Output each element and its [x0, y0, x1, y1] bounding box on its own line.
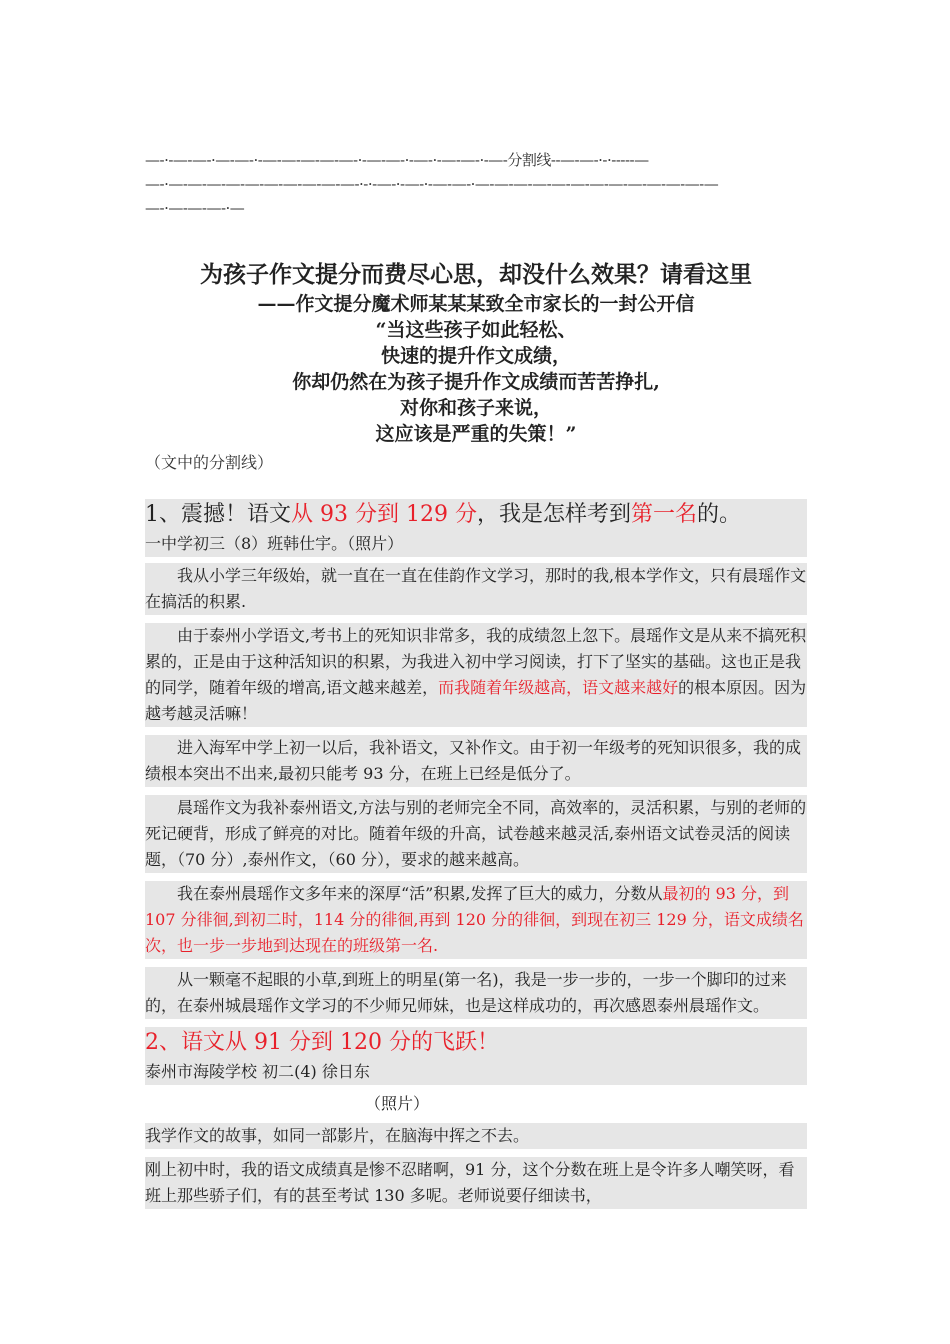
section1-heading-rank: 第一名: [630, 502, 697, 527]
divider-line: [145, 148, 807, 220]
section1-paragraph-4: 晨瑶作文为我补泰州语文,方法与别的老师完全不同，高效率的，灵活积累，与别的老师的死记硬背，形成了鲜亮的对比。随着年级的升高，试卷越来越灵活,泰州语文试卷灵活的阅读题，（70 分）,泰州作文，（60 分），要求的越来越高。: [145, 795, 807, 873]
subtitle: ——作文提分魔术师某某某致全市家长的一封公开信: [257, 293, 695, 315]
section1-p5-highlight: 最初的 93 分，到 107 分徘徊,到初二时，114 分的徘徊,再到 120 分的徘徊，到现在初三 129 分，语文成绩名次，也一步一步地到达现在的班级第一名.: [145, 884, 804, 955]
divider-line-3: —-·—-—-—-·—: [145, 199, 245, 217]
section2-heading: 2、语文从 91 分到 120 分的飞跃！: [145, 1027, 807, 1059]
section1-heading-score: 从 93 分到 129 分: [291, 502, 477, 527]
section1-p2-end: 的根本原因。因为越考越灵活嘛！: [145, 678, 807, 723]
section1-p5-text: 我在泰州晨瑶作文多年来的深厚“活”积累,发挥了巨大的威力，分数从: [177, 884, 663, 903]
section1-p2-text: 由于泰州小学语文,考书上的死知识非常多，我的成绩忽上忽下。晨瑶作文是从来不搞死积累的，正是由于这种活知识的积累，为我进入初中学习阅读，打下了坚实的基础。这也正是我的同学，随着年级的增高,语文越来越差，: [145, 626, 807, 697]
divider-note: （文中的分割线）: [145, 453, 274, 472]
document-page: [145, 148, 807, 1217]
quote-line-4: 对你和孩子来说，: [399, 397, 552, 419]
section1-heading-part-c: ，我是怎样考到: [476, 502, 631, 527]
quote-line-1: “当这些孩子如此轻松、: [375, 319, 577, 341]
quote-line-5: 这应该是严重的失策！”: [375, 423, 577, 445]
section2-paragraph-1: 我学作文的故事，如同一部影片，在脑海中挥之不去。: [145, 1123, 807, 1149]
section1-heading: [145, 499, 807, 531]
section1-paragraph-1: 我从小学三年级始，就一直在一直在佳韵作文学习，那时的我,根本学作文，只有晨瑶作文在搞活的积累.: [145, 563, 807, 615]
section2-paragraph-2: 刚上初中时，我的语文成绩真是惨不忍睹啊，91 分，这个分数在班上是令许多人嘲笑呀，看班上那些骄子们，有的甚至考试 130 多呢。老师说要仔细读书，: [145, 1157, 807, 1209]
quote-line-2: 快速的提升作文成绩，: [380, 345, 571, 367]
section1-p2-highlight: 而我随着年级越高，语文越来越好: [438, 678, 679, 697]
quote-line-3: 你却仍然在为孩子提升作文成绩而苦苦挣扎,: [292, 371, 660, 393]
section1-heading-part-e: 的。: [697, 502, 742, 527]
section1-paragraph-2: [145, 623, 807, 727]
section1-paragraph-3: 进入海军中学上初一以后，我补语文，又补作文。由于初一年级考的死知识很多，我的成绩根本突出不出来,最初只能考 93 分，在班上已经是低分了。: [145, 735, 807, 787]
title-block: [145, 258, 807, 447]
section2-author: 泰州市海陵学校 初二(4) 徐日东: [145, 1059, 807, 1085]
divider-line-1: —-·-—-—-·—-—-·-—-—-—-—-—-·-—-—-·-—-·-—-—-·-—-分割线--—-—-·-·-----—: [145, 151, 649, 169]
section1-paragraph-5: [145, 881, 807, 959]
section1-heading-part-a: 1、震撼！语文: [145, 502, 291, 527]
section1-paragraph-6: 从一颗毫不起眼的小草,到班上的明星(第一名)，我是一步一步的，一步一个脚印的过来的，在泰州城晨瑶作文学习的不少师兄师妹，也是这样成功的，再次感恩泰州晨瑶作文。: [145, 967, 807, 1019]
section1-author: 一中学初三（8）班韩仕宇。（照片）: [145, 531, 807, 557]
section2-photo-label: （照片）: [365, 1094, 430, 1113]
main-title: 为孩子作文提分而费尽心思，却没什么效果？请看这里: [200, 261, 752, 288]
divider-line-2: —-·—-—-—-—-—-—-—-—-—-—-·-·-—-·-—-·-—-—-·—-—-—-—-—-—-—-—-—-—-—-—-—: [145, 175, 719, 193]
